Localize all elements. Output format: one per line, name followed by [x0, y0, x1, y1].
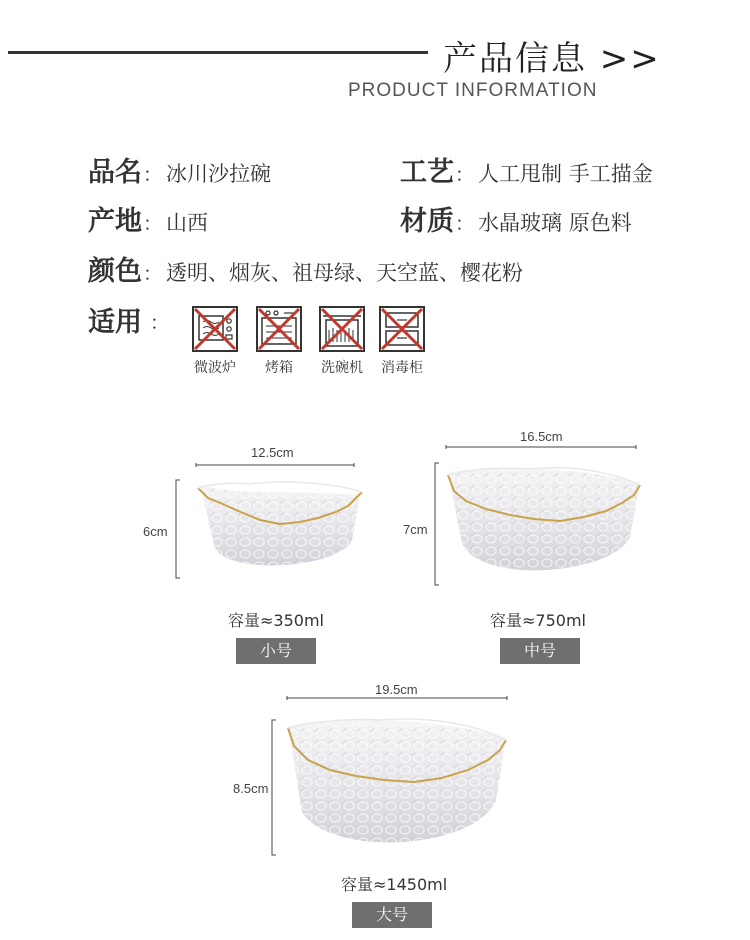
- applicability-label: 适用: [88, 307, 142, 338]
- spec-craft-colon: ：: [455, 164, 475, 186]
- sterilizer-crossed-icon: [377, 304, 427, 354]
- bowl-large-capacity: 容量≈1450ml: [341, 875, 448, 894]
- dishwasher-crossed-icon: [317, 304, 367, 354]
- spec-craft: [400, 150, 653, 189]
- spec-material-colon: ：: [455, 213, 475, 235]
- spec-craft-value: 人工甩制 手工描金: [478, 162, 653, 186]
- section-subtitle: PRODUCT INFORMATION: [348, 80, 598, 101]
- appliance-microwave-label: 微波炉: [194, 360, 236, 376]
- bowl-small-width: 12.5cm: [251, 445, 294, 460]
- bowl-large-size-tag: 大号: [352, 902, 432, 928]
- spec-color: [88, 249, 523, 288]
- spec-color-colon: ：: [143, 263, 163, 285]
- microwave-crossed-icon: [190, 304, 240, 354]
- spec-craft-label: 工艺: [400, 157, 454, 188]
- header-divider: [8, 51, 428, 54]
- bowl-small-height: 6cm: [143, 524, 168, 539]
- spec-origin-label: 产地: [88, 206, 142, 237]
- bowl-medium-width: 16.5cm: [520, 429, 563, 444]
- section-title: 产品信息 >>: [443, 39, 661, 79]
- oven-crossed-icon: [254, 304, 304, 354]
- applicability-colon: ：: [150, 312, 170, 334]
- spec-name-value: 冰川沙拉碗: [166, 162, 272, 186]
- spec-color-value: 透明、烟灰、祖母绿、天空蓝、樱花粉: [166, 261, 524, 285]
- bowl-large: [230, 680, 520, 935]
- bowl-small-size-tag: 小号: [236, 638, 316, 664]
- appliance-oven: [247, 304, 311, 377]
- bowl-small-diagram: [140, 440, 370, 590]
- bowl-medium-height: 7cm: [403, 522, 428, 537]
- spec-origin-colon: ：: [143, 213, 163, 235]
- appliance-dishwasher: [310, 304, 374, 377]
- spec-material-value: 水晶玻璃 原色料: [478, 211, 632, 235]
- appliance-sterilizer-label: 消毒柜: [381, 360, 423, 376]
- bowl-large-height: 8.5cm: [233, 781, 269, 796]
- spec-name: [88, 150, 271, 189]
- spec-material-label: 材质: [400, 206, 454, 237]
- bowl-medium-size-tag: 中号: [500, 638, 580, 664]
- appliance-dishwasher-label: 洗碗机: [321, 360, 363, 376]
- spec-name-label: 品名: [88, 157, 142, 188]
- bowl-large-width: 19.5cm: [375, 682, 418, 697]
- bowl-small: [140, 440, 370, 670]
- spec-origin: [88, 199, 208, 238]
- spec-origin-value: 山西: [166, 211, 209, 235]
- spec-color-label: 颜色: [88, 256, 142, 287]
- appliance-oven-label: 烤箱: [265, 360, 293, 376]
- bowl-medium: [400, 425, 650, 675]
- bowl-medium-capacity: 容量≈750ml: [490, 611, 586, 630]
- appliance-sterilizer: [370, 304, 434, 377]
- spec-material: [400, 199, 632, 238]
- spec-name-colon: ：: [143, 164, 163, 186]
- bowl-medium-diagram: [400, 425, 650, 595]
- bowl-small-capacity: 容量≈350ml: [228, 611, 324, 630]
- appliance-microwave: [183, 304, 247, 377]
- bowl-large-diagram: [230, 680, 520, 860]
